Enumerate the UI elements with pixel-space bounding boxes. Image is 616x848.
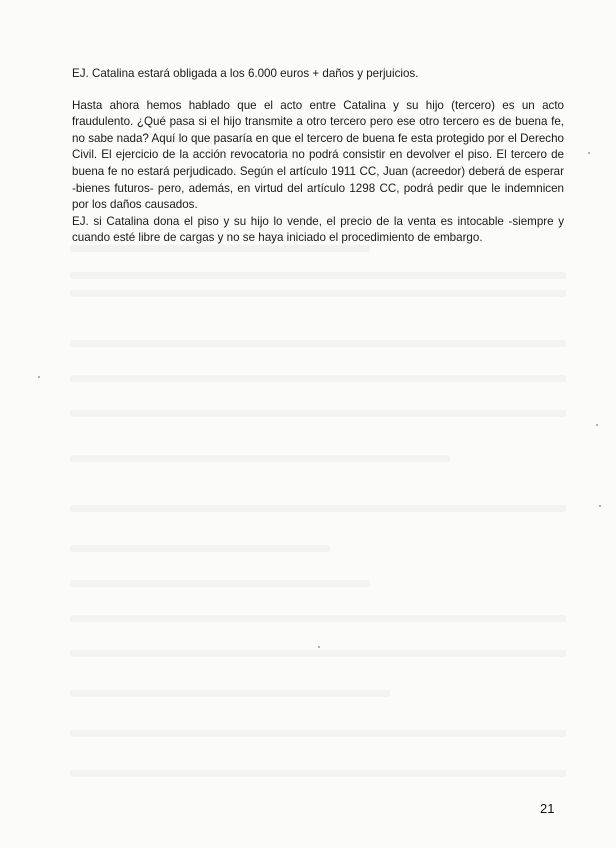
bleed-through-line <box>70 375 566 382</box>
scan-speck <box>38 376 40 378</box>
bleed-through-line <box>70 290 566 297</box>
body-text <box>72 66 564 247</box>
scan-speck <box>599 505 601 507</box>
bleed-through-line <box>70 340 566 347</box>
bleed-through-line <box>70 545 330 552</box>
body-paragraph: Hasta ahora hemos hablado que el acto entre Catalina y su hijo (tercero) es un acto fraudulento. ¿Qué pasa si el hijo transmite a otro tercero pero ese otro tercero es de buena fe, no sabe nada? Aquí lo que pasaría en que el tercero de buena fe esta protegido por el Derecho Civil. El ejercicio de la acción revocatoria no podrá consistir en devolver el piso. El tercero de buena fe no estará perjudicado. Según el artículo 1911 CC, Juan (acreedor) deberá de esperar -bienes futuros- pero, además, en virtud del artículo 1298 CC, podrá pedir que le indemnicen por los daños causados. <box>72 98 564 212</box>
bleed-through-line <box>70 770 566 777</box>
example-paragraph-2: EJ. si Catalina dona el piso y su hijo lo vende, el precio de la venta es intocable -siempre y cuando esté libre de cargas y no se haya iniciado el procedimiento de embargo. <box>72 214 564 245</box>
page-number: 21 <box>540 801 555 816</box>
bleed-through-line <box>70 615 566 622</box>
bleed-through-line <box>70 272 566 279</box>
bleed-through-line <box>70 650 566 657</box>
bleed-through-line <box>70 580 370 587</box>
scan-speck <box>588 152 590 154</box>
scan-speck <box>596 424 598 426</box>
bleed-through-line <box>70 410 566 417</box>
bleed-through-line <box>70 690 390 697</box>
scan-speck <box>318 646 320 648</box>
bleed-through-line <box>70 505 566 512</box>
bleed-through-line <box>70 730 566 737</box>
example-paragraph-1: EJ. Catalina estará obligada a los 6.000 euros + daños y perjuicios. <box>72 67 419 80</box>
bleed-through-line <box>70 455 450 462</box>
